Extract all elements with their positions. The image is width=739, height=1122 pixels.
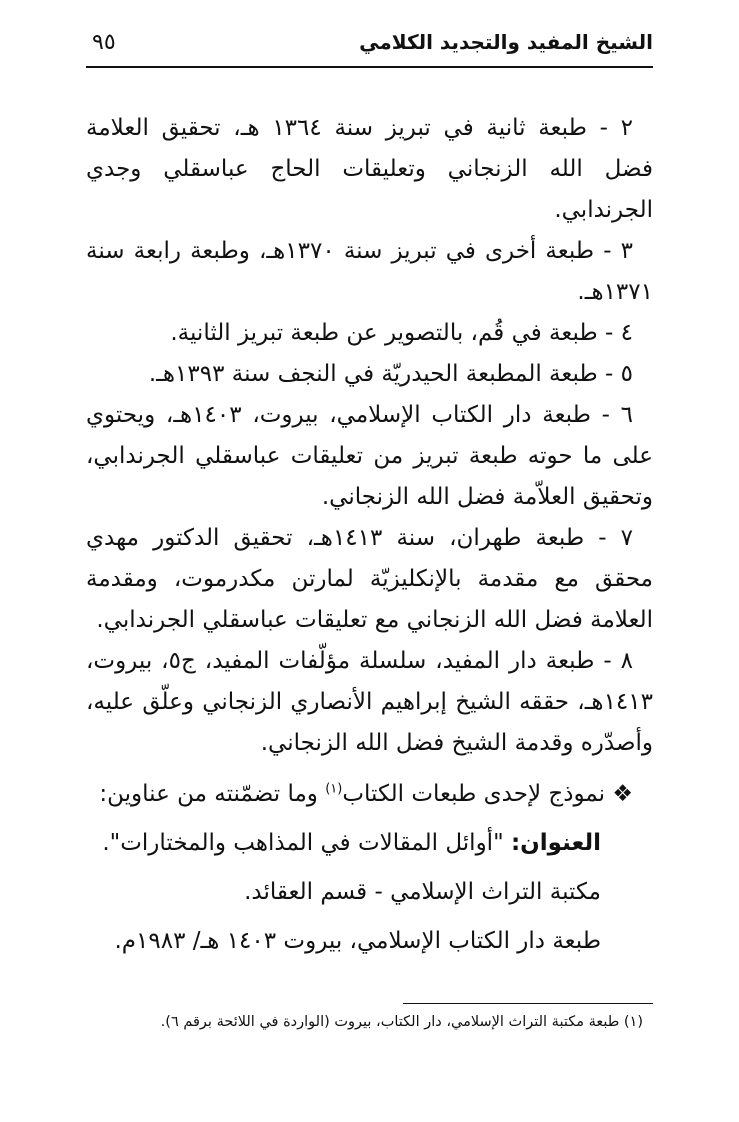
title-label: العنوان: (510, 830, 601, 856)
edition-2: ٢ - طبعة ثانية في تبريز سنة ١٣٦٤ هـ، تحقيق العلامة فضل الله الزنجاني وتعليقات الحاج عباسقلي وجدي الجرندابي. (86, 115, 653, 223)
edition-4: ٤ - طبعة في قُم، بالتصوير عن طبعة تبريز الثانية. (170, 320, 633, 346)
edition-8: ٨ - طبعة دار المفيد، سلسلة مؤلّفات المفيد، ج٥، بيروت، ١٤١٣هـ، حققه الشيخ إبراهيم الأنصاري الزنجاني وعلّق عليه، وأصدّره وقدمة الشيخ فضل الله الزنجاني. (86, 648, 653, 756)
page-number: ٩٥ (92, 30, 116, 55)
footnote-ref: (١) (325, 781, 343, 797)
edition-3: ٣ - طبعة أخرى في تبريز سنة ١٣٧٠هـ، وطبعة رابعة سنة ١٣٧١هـ. (86, 238, 653, 305)
edition-6: ٦ - طبعة دار الكتاب الإسلامي، بيروت، ١٤٠٣هـ، ويحتوي على ما حوته طبعة تبريز من تعليقات عباسقلي الجرندابي، وتحقيق العلاّمة فضل الله الزنجاني. (86, 402, 653, 510)
footnote: (١) طبعة مكتبة التراث الإسلامي، دار الكتاب، بيروت (الواردة في اللائحة برقم ٦). (160, 1014, 643, 1030)
title-value: "أوائل المقالات في المذاهب والمختارات". (102, 830, 511, 856)
sample-intro (86, 774, 653, 815)
running-title: الشيخ المفيد والتجديد الكلامي (359, 30, 653, 54)
body-text (86, 108, 653, 962)
sample-intro-text: نموذج لإحدى طبعات الكتاب (342, 781, 606, 807)
header-rule (86, 66, 653, 68)
edition-5: ٥ - طبعة المطبعة الحيدريّة في النجف سنة ١٣٩٣هـ. (148, 361, 633, 387)
bullet-icon: ❖ (612, 781, 633, 807)
sample-library-line: مكتبة التراث الإسلامي - قسم العقائد. (244, 879, 601, 905)
sample-publisher-line: طبعة دار الكتاب الإسلامي، بيروت ١٤٠٣ هـ/ ١٩٨٣م. (114, 928, 601, 954)
edition-7: ٧ - طبعة طهران، سنة ١٤١٣هـ، تحقيق الدكتور مهدي محقق مع مقدمة بالإنكليزيّة لمارتن مكدرموت، ومقدمة العلامة فضل الله الزنجاني مع تعليقات عباسقلي الجرندابي. (86, 525, 653, 633)
sample-intro-tail: وما تضمّنته من عناوين: (99, 781, 326, 807)
footnote-rule (403, 1003, 653, 1004)
sample-title-line (86, 823, 653, 864)
